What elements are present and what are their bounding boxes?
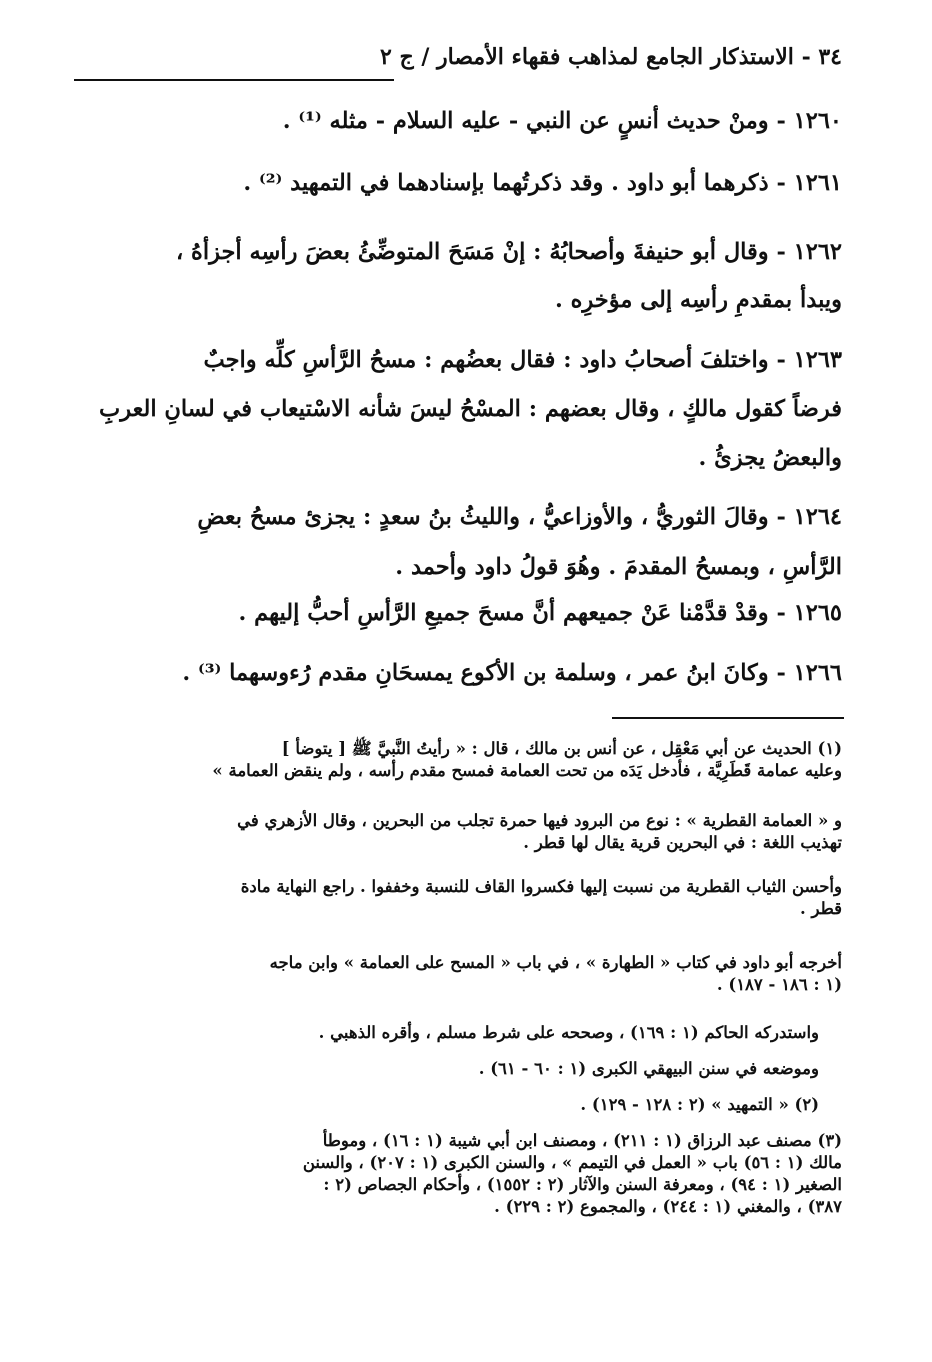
footnote-line: ٣٨٧) ، والمغني (١ : ٢٤٤) ، والمجموع (٢ : ٢٢٩) . [494, 1197, 842, 1216]
footnote-3 [74, 1130, 842, 1218]
footnote-line: مالك (١ : ٥٦) باب « العمل في التيمم » ، والسنن الكبرى (١ : ٢٠٧) ، والسنن [302, 1153, 842, 1172]
footnote-1-note-b [74, 876, 842, 920]
running-header: ٣٤ - الاستذكار الجامع لمذاهب فقهاء الأمصار / ج ٢ [379, 44, 842, 70]
footnote-line: قطر . [799, 899, 842, 918]
paragraph-1264 [74, 492, 842, 592]
paragraph-line: فرضاً كقول مالكٍ ، وقال بعضهم : المسْحُ ليسَ شأنه الاسْتيعاب في لسانِ العربِ [99, 396, 842, 422]
paragraph-1262 [74, 228, 842, 324]
paragraph-line: الرَّأسِ ، وبمسحُ المقدمَ . وهُوَ قولُ داود وأحمد . [395, 554, 842, 580]
paragraph-1260 [74, 108, 842, 134]
footnote-1-note-e [74, 1058, 819, 1080]
footnote-line: الصغير (١ : ٩٤) ، ومعرفة السنن والآثار (٢ : ١٥٥٢) ، وأحكام الجصاص (٢ : [323, 1175, 842, 1194]
footnote-line: (١ : ١٨٦ - ١٨٧) . [716, 975, 842, 994]
paragraph-line: ١٢٦٦ - وكانَ ابنُ عمر ، وسلمة بن الأكوع يمسحَانِ مقدم رُءوسهما ⁽³⁾ . [182, 660, 842, 686]
paragraph-1263 [74, 336, 842, 483]
footnote-line: وعليه عمامة قَطَرِيَّة ، فأدخل يَدَه من تحت العمامة فمسح مقدم رأسه ، ولم ينقض العمامة » [212, 761, 842, 780]
footnote-2 [74, 1094, 819, 1116]
footnote-line: وموضعه في سنن البيهقي الكبرى (١ : ٦٠ - ٦١) . [478, 1059, 819, 1078]
footnote-line: (٣) مصنف عبد الرزاق (١ : ٢١١) ، ومصنف ابن أبي شيبة (١ : ١٦) ، وموطأ [322, 1131, 842, 1150]
footnote-line: واستدركه الحاكم (١ : ١٦٩) ، وصححه على شرط مسلم ، وأقره الذهبي . [318, 1023, 819, 1042]
paragraph-line: ١٢٦٣ - واختلفَ أصحابُ داود : فقال بعضُهم : مسحُ الرَّأسِ كلِّه واجبٌ [203, 347, 842, 373]
footnote-separator [612, 717, 844, 719]
footnote-1-note-d [74, 1022, 819, 1044]
paragraph-line: ١٢٦١ - ذكرهما أبو داود . وقد ذكرتُهما بإسنادهما في التمهيد ⁽²⁾ . [243, 170, 842, 196]
footnote-1 [74, 738, 842, 782]
paragraph-line: ١٢٦٠ - ومنْ حديث أنسٍ عن النبي - عليه السلام - مثله ⁽¹⁾ . [282, 108, 842, 134]
paragraph-line: ١٢٦٤ - وقالَ الثوريُّ ، والأوزاعيُّ ، والليثُ بنُ سعدٍ : يجزئ مسحُ بعضِ [197, 504, 842, 530]
footnote-1-note-a [74, 810, 842, 854]
paragraph-line: ١٢٦٥ - وقدْ قدَّمْنا عَنْ جميعهم أنَّ مسحَ جميعِ الرَّأسِ أحبُّ إليهم . [238, 600, 842, 626]
footnote-line: (١) الحديث عن أبي مَعْقِل ، عن أنس بن مالك ، قال : « رأيتُ النَّبيَّ ﷺ [ يتوضأ ] [281, 739, 842, 758]
paragraph-line: ويبدأ بمقدمِ رأسِه إلى مؤخرِه . [554, 287, 842, 313]
page-header [74, 44, 842, 86]
footnote-line: تهذيب اللغة : في البحرين قرية يقال لها قطر . [523, 833, 842, 852]
footnote-line: و « العمامة القطرية » : نوع من البرود فيها حمرة تجلب من البحرين ، وقال الأزهري في [237, 811, 842, 830]
paragraph-line: ١٢٦٢ - وقال أبو حنيفةَ وأصحابُهُ : إنْ مَسَحَ المتوضِّئُ بعضَ رأسِه أجزأهُ ، [175, 239, 842, 265]
paragraph-line: والبعضُ يجزئُ . [698, 445, 842, 471]
footnote-line: أخرجه أبو داود في كتاب « الطهارة » ، في باب « المسح على العمامة » وابن ماجه [269, 953, 842, 972]
paragraph-1261 [74, 170, 842, 196]
paragraph-1265 [74, 600, 842, 626]
paragraph-1266 [74, 660, 842, 686]
footnote-1-note-c [74, 952, 842, 996]
footnote-line: وأحسن الثياب القطرية من نسبت إليها فكسروا القاف للنسبة وخففوا . راجع النهاية مادة [240, 877, 842, 896]
header-rule [74, 79, 394, 81]
footnote-line: (٢) « التمهيد » (٢ : ١٢٨ - ١٢٩) . [580, 1095, 819, 1114]
